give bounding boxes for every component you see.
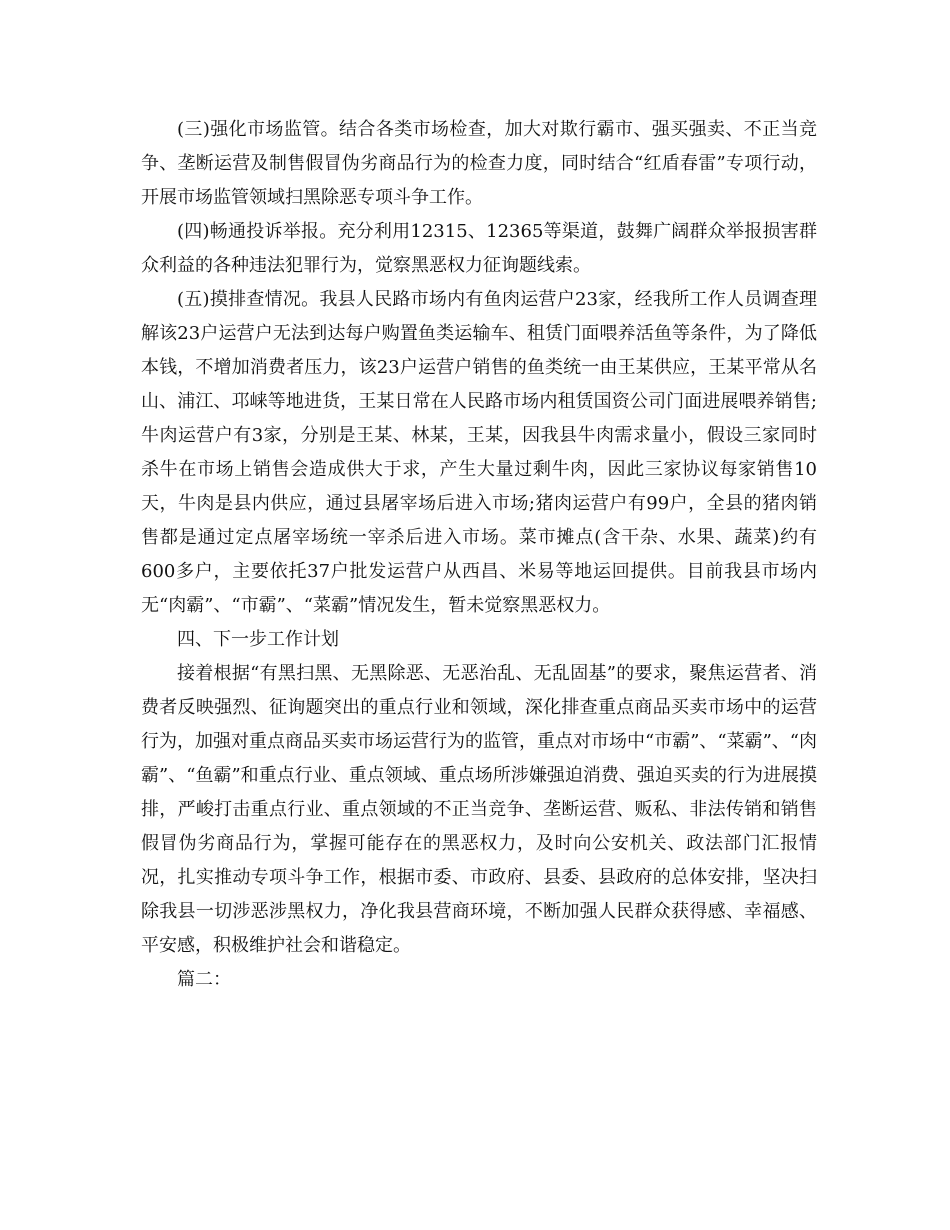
paragraph-work-plan: 接着根据“有黑扫黑、无黑除恶、无恶治乱、无乱固基”的要求，聚焦运营者、消费者反映强烈、征询题突出的重点行业和领域，深化排查重点商品买卖市场中的运营行为，加强对重点商品买卖市场运营行为的监管，重点对市场中“市霸”、“菜霸”、“肉霸”、“鱼霸”和重点行业、重点领域、重点场所涉嫌强迫消费、强迫买卖的行为进展摸排，严峻打击重点行业、重点领域的不正当竞争、垄断运营、贩私、非法传销和销售假冒伪劣商品行为，掌握可能存在的黑恶权力，及时向公安机关、政法部门汇报情况，扎实推动专项斗争工作，根据市委、市政府、县委、县政府的总体安排，坚决扫除我县一切涉恶涉黑权力，净化我县营商环境，不断加强人民群众获得感、幸福感、平安感，积极维护社会和谐稳定。 <box>141 663 818 956</box>
paragraph-complaint-reporting: (四)畅通投诉举报。充分利用12315、12365等渠道，鼓舞广阔群众举报损害群众利益的各种违法犯罪行为，觉察黑恶权力征询题线索。 <box>141 221 817 276</box>
paragraph-part-two-label: 篇二： <box>177 969 231 990</box>
paragraph-market-supervision: (三)强化市场监管。结合各类市场检查，加大对欺行霸市、强买强卖、不正当竞争、垄断运营及制售假冒伪劣商品行为的检查力度，同时结合“红盾春雷”专项行动，开展市场监管领域扫黑除恶专项斗争工作。 <box>141 119 817 208</box>
paragraph-investigation: (五)摸排查情况。我县人民路市场内有鱼肉运营户23家，经我所工作人员调查理解该23户运营户无法到达每户购置鱼类运输车、租赁门面喂养活鱼等条件，为了降低本钱，不增加消费者压力，该23户运营户销售的鱼类统一由王某供应，王某平常从名山、浦江、邛崃等地进货，王某日常在人民路市场内租赁国资公司门面进展喂养销售;牛肉运营户有3家，分别是王某、林某，王某，因我县牛肉需求量小，假设三家同时杀牛在市场上销售会造成供大于求，产生大量过剩牛肉，因此三家协议每家销售10天，牛肉是县内供应，通过县屠宰场后进入市场;猪肉运营户有99户，全县的猪肉销售都是通过定点屠宰场统一宰杀后进入市场。菜市摊点(含干杂、水果、蔬菜)约有600多户，主要依托37户批发运营户从西昌、米易等地运回提供。目前我县市场内无“肉霸”、“市霸”、“菜霸”情况发生，暂未觉察黑恶权力。 <box>141 289 817 616</box>
section-heading-next-steps: 四、下一步工作计划 <box>177 629 339 650</box>
document-body <box>141 113 817 997</box>
